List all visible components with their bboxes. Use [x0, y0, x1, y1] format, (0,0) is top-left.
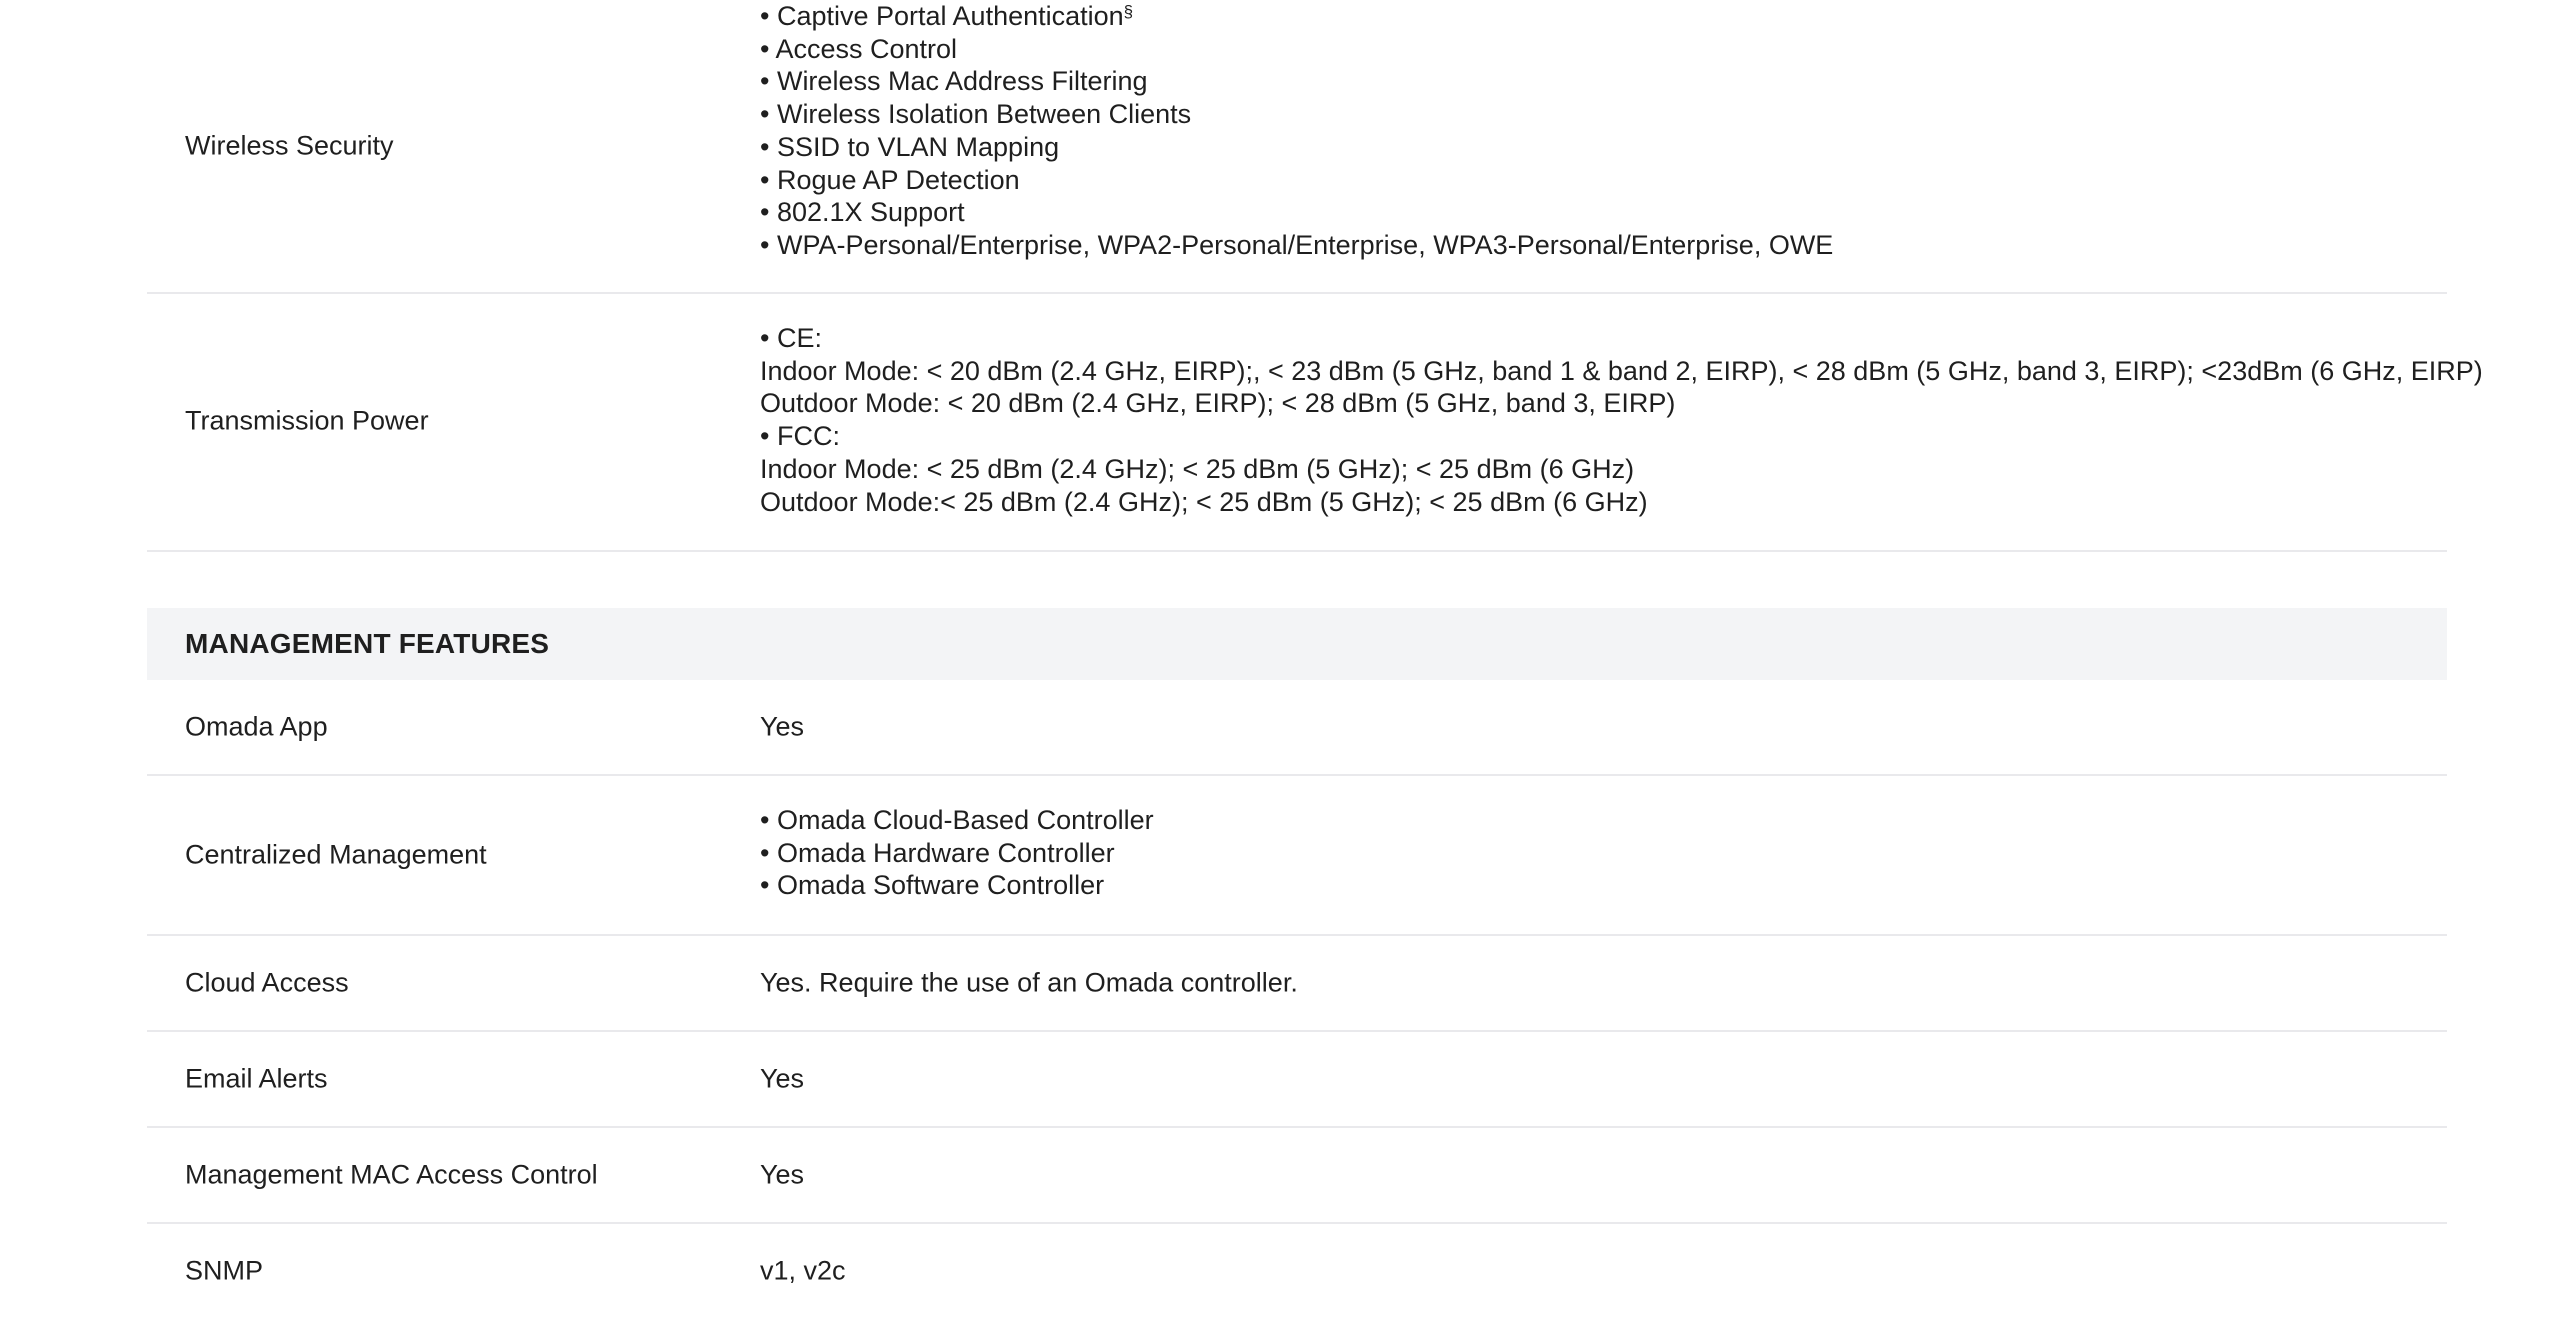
spec-row-wireless-security: [147, 0, 2447, 294]
list-item: Outdoor Mode:< 25 dBm (2.4 GHz); < 25 dBm (5 GHz); < 25 dBm (6 GHz): [760, 486, 1648, 517]
list-item: • Wireless Isolation Between Clients: [760, 99, 1192, 130]
spec-row-snmp: [147, 1224, 2447, 1318]
list-item: Outdoor Mode: < 20 dBm (2.4 GHz, EIRP); < 28 dBm (5 GHz, band 3, EIRP): [760, 388, 1676, 419]
list-item: • 802.1X Support: [760, 197, 965, 228]
spec-label: Management MAC Access Control: [185, 1159, 598, 1190]
spec-label: Omada App: [185, 711, 328, 742]
list-item: Indoor Mode: < 20 dBm (2.4 GHz, EIRP);, < 23 dBm (5 GHz, band 1 & band 2, EIRP), < 28 dBm (5 GHz, band 3, EIRP); <23dBm (6 GHz, EIRP): [760, 355, 2483, 386]
section-title: MANAGEMENT FEATURES: [185, 628, 550, 659]
spec-label: Cloud Access: [185, 967, 349, 998]
spec-row-email-alerts: [147, 1032, 2447, 1128]
list-item: • SSID to VLAN Mapping: [760, 131, 1060, 162]
list-item: • WPA-Personal/Enterprise, WPA2-Personal/Enterprise, WPA3-Personal/Enterprise, OWE: [760, 229, 1834, 260]
spec-row-centralized-management: [147, 776, 2447, 936]
spec-row-omada-app: [147, 680, 2447, 776]
spec-value-list: [760, 0, 1833, 262]
list-item: • Rogue AP Detection: [760, 164, 1020, 195]
section-header-management-features: [147, 608, 2447, 680]
footnote-mark: §: [1123, 2, 1134, 21]
spec-value-list: [760, 804, 1154, 902]
spec-value: Yes: [760, 1159, 805, 1190]
spec-label: Email Alerts: [185, 1063, 328, 1094]
list-item: • CE:: [760, 323, 822, 353]
list-item: • Captive Portal Authentication§: [760, 1, 1134, 31]
list-item: • Omada Cloud-Based Controller: [760, 805, 1154, 835]
spec-row-transmission-power: [147, 292, 2483, 552]
spec-value: Yes. Require the use of an Omada controller.: [760, 967, 1298, 998]
list-item: • Omada Hardware Controller: [760, 837, 1115, 868]
spec-row-cloud-access: [147, 936, 2447, 1032]
spec-label: SNMP: [185, 1255, 264, 1286]
spec-value: v1, v2c: [760, 1255, 846, 1286]
spec-label: Centralized Management: [185, 839, 487, 870]
spec-label: Wireless Security: [185, 130, 394, 161]
list-item: Indoor Mode: < 25 dBm (2.4 GHz); < 25 dBm (5 GHz); < 25 dBm (6 GHz): [760, 453, 1635, 484]
spec-value: Yes: [760, 711, 805, 742]
spec-value-list: [760, 322, 2483, 518]
list-item: • Omada Software Controller: [760, 870, 1105, 901]
list-item: • FCC:: [760, 421, 840, 452]
spec-value: Yes: [760, 1063, 805, 1094]
spec-row-management-mac-access-control: [147, 1128, 2447, 1224]
list-item: • Access Control: [760, 33, 958, 64]
list-item: • Wireless Mac Address Filtering: [760, 66, 1148, 97]
spec-label: Transmission Power: [185, 405, 429, 436]
